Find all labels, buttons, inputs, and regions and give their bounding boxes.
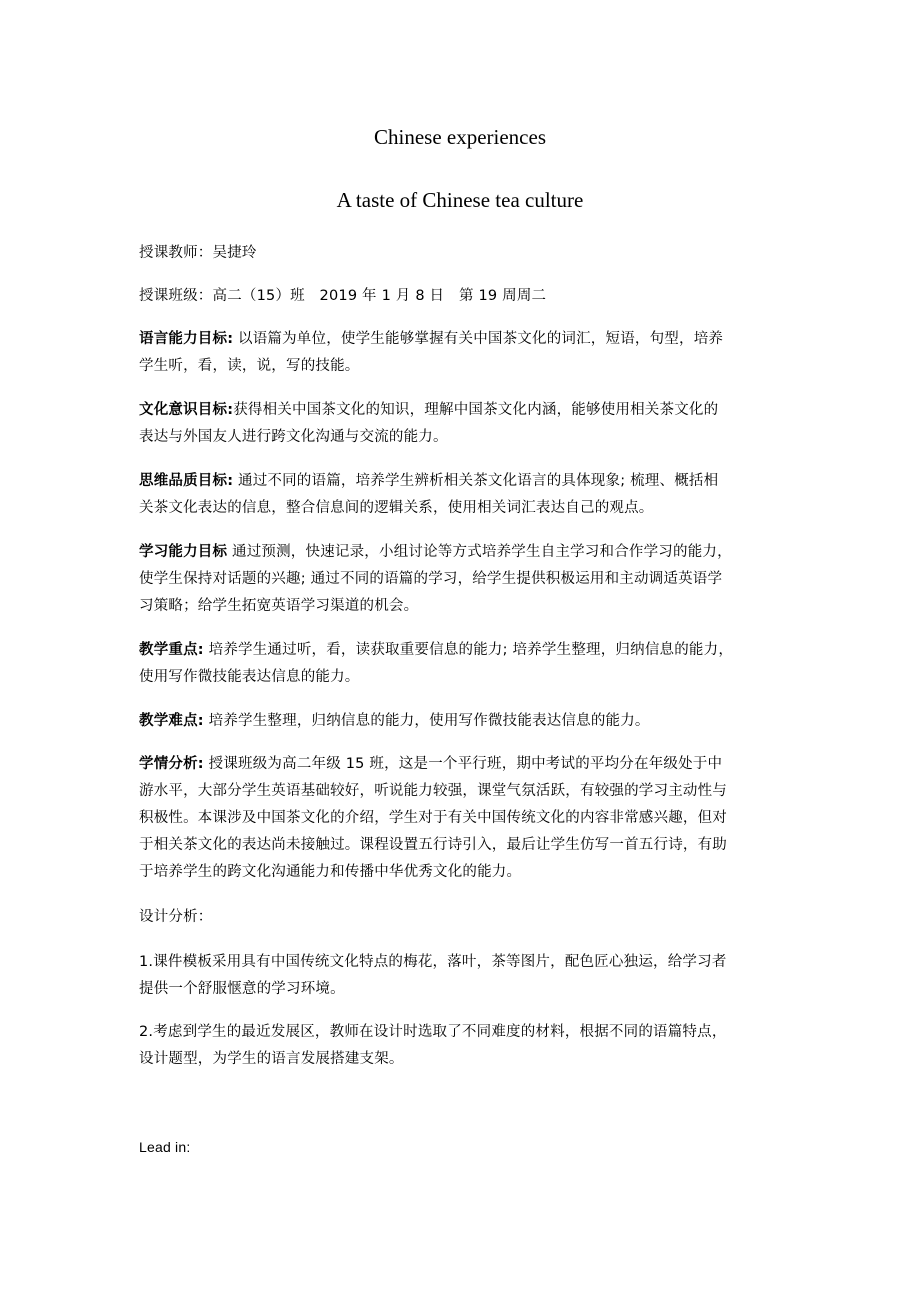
paragraph-line: 习策略；给学生拓宽英语学习渠道的机会。 <box>139 598 419 614</box>
paragraph-line: 通过预测，快速记录，小组讨论等方式培养学生自主学习和合作学习的能力， <box>227 544 732 560</box>
analysis-label: 学情分析: <box>139 756 204 772</box>
paragraph-line: 授课班级为高二年级 15 班，这是一个平行班，期中考试的平均分在年级处于中 <box>203 756 723 772</box>
difficulties-label: 教学难点: <box>139 713 204 729</box>
paragraph-line: 以语篇为单位，使学生能够掌握有关中国茶文化的词汇，短语，句型，培养 <box>233 331 724 347</box>
key-points-paragraph <box>139 637 789 691</box>
document-subtitle: A taste of Chinese tea culture <box>336 188 584 212</box>
class-info-text: 授课班级：高二（15）班 2019 年 1 月 8 日 第 19 周周二 <box>139 288 547 304</box>
paragraph-line: 提供一个舒服惬意的学习环境。 <box>139 981 345 997</box>
paragraph-line: 2.考虑到学生的最近发展区，教师在设计时选取了不同难度的材料，根据不同的语篇特点， <box>139 1024 727 1040</box>
paragraph-line: 游水平，大部分学生英语基础较好，听说能力较强，课堂气氛活跃，有较强的学习主动性与 <box>139 783 727 799</box>
thinking-goal-paragraph <box>139 468 789 522</box>
teacher-text: 授课教师：吴捷玲 <box>139 245 257 261</box>
paragraph-line: 培养学生整理，归纳信息的能力，使用写作微技能表达信息的能力。 <box>203 713 650 729</box>
teacher-line <box>139 240 789 267</box>
design-heading <box>139 904 789 931</box>
paragraph-line: 学生听，看，读，说，写的技能。 <box>139 358 360 374</box>
lead-in-label: Lead in: <box>139 1139 191 1155</box>
paragraph-line: 通过不同的语篇，培养学生辨析相关茶文化语言的具体现象; 梳理、概括相 <box>233 473 719 489</box>
paragraph-line: 1.课件模板采用具有中国传统文化特点的梅花，落叶，茶等图片，配色匠心独运，给学习者 <box>139 954 727 970</box>
analysis-paragraph <box>139 751 789 886</box>
paragraph-line: 使用写作微技能表达信息的能力。 <box>139 669 360 685</box>
paragraph-line: 于培养学生的跨文化沟通能力和传播中华优秀文化的能力。 <box>139 864 522 880</box>
lead-in-heading <box>139 1134 789 1161</box>
culture-goal-paragraph <box>139 397 789 451</box>
key-points-label: 教学重点: <box>139 642 204 658</box>
difficulties-paragraph <box>139 708 789 735</box>
thinking-goal-label: 思维品质目标: <box>139 473 234 489</box>
learning-goal-paragraph <box>139 539 789 620</box>
class-info-line <box>139 283 789 310</box>
design-item-1 <box>139 949 789 1003</box>
language-goal-paragraph <box>139 326 789 380</box>
design-label: 设计分析： <box>139 909 213 925</box>
document-title: Chinese experiences <box>373 125 546 149</box>
paragraph-line: 使学生保持对话题的兴趣; 通过不同的语篇的学习，给学生提供积极运用和主动调适英语学 <box>139 571 723 587</box>
paragraph-line: 获得相关中国茶文化的知识，理解中国茶文化内涵，能够使用相关茶文化的 <box>233 402 719 418</box>
culture-goal-label: 文化意识目标: <box>139 402 234 418</box>
paragraph-line: 设计题型，为学生的语言发展搭建支架。 <box>139 1051 404 1067</box>
design-item-2 <box>139 1019 789 1073</box>
learning-goal-label: 学习能力目标 <box>139 544 228 560</box>
paragraph-line: 于相关茶文化的表达尚未接触过。课程设置五行诗引入，最后让学生仿写一首五行诗，有助 <box>139 837 727 853</box>
paragraph-line: 关茶文化表达的信息，整合信息间的逻辑关系，使用相关词汇表达自己的观点。 <box>139 500 654 516</box>
language-goal-label: 语言能力目标: <box>139 331 234 347</box>
paragraph-line: 培养学生通过听，看，读获取重要信息的能力; 培养学生整理，归纳信息的能力， <box>203 642 734 658</box>
paragraph-line: 表达与外国友人进行跨文化沟通与交流的能力。 <box>139 429 448 445</box>
paragraph-line: 积极性。本课涉及中国茶文化的介绍，学生对于有关中国传统文化的内容非常感兴趣，但对 <box>139 810 727 826</box>
